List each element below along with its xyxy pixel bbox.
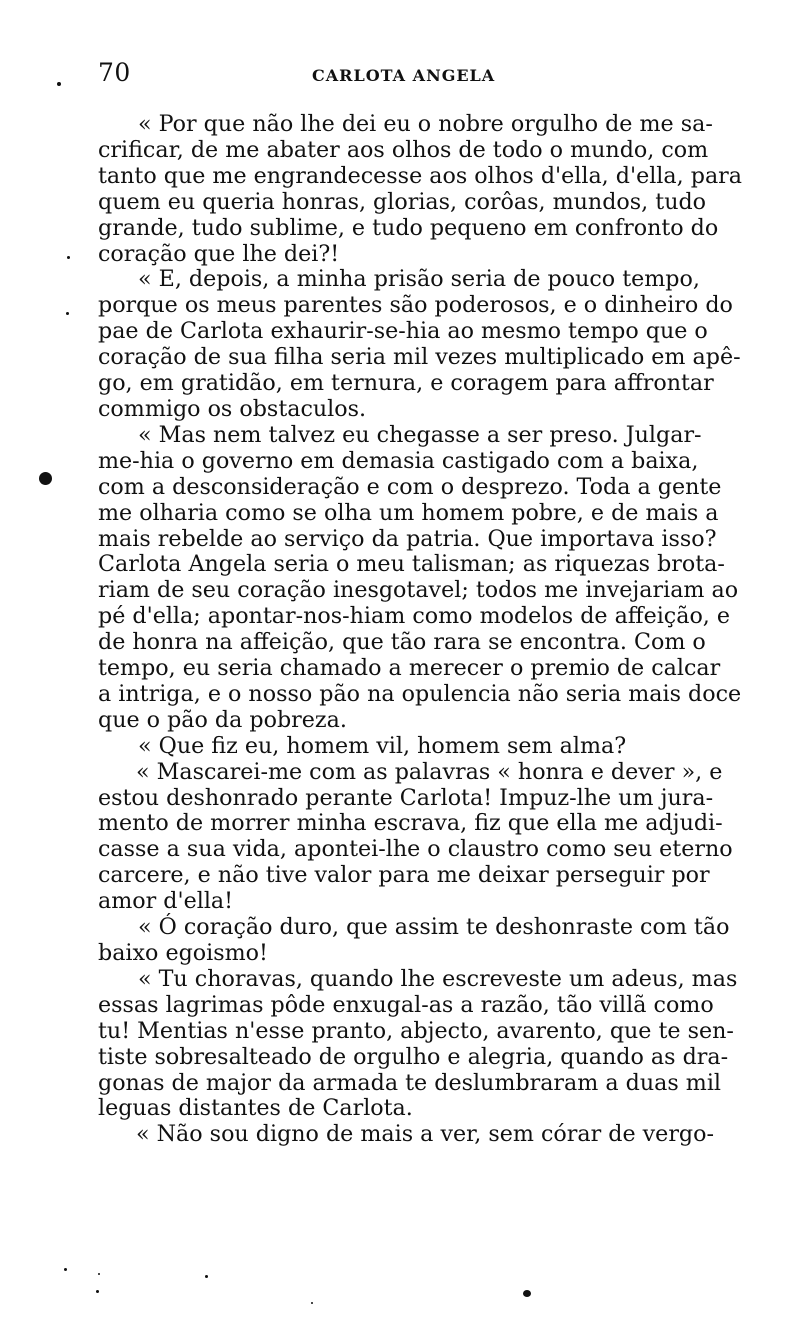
scan-speck <box>311 1302 313 1304</box>
page-number: 70 <box>98 58 131 87</box>
text-line: grande, tudo sublime, e tudo pequeno em confronto do <box>98 214 719 241</box>
text-line: coração que lhe dei?! <box>98 240 340 267</box>
scan-speck <box>64 1268 67 1271</box>
scan-speck <box>523 1290 531 1297</box>
text-line: tu! Mentias n'esse pranto, abjecto, avarento, que te sen- <box>98 1017 734 1044</box>
text-line: commigo os obstaculos. <box>98 395 367 422</box>
text-line: leguas distantes de Carlota. <box>98 1095 413 1122</box>
scan-speck <box>67 256 70 259</box>
text-line: estou deshonrado perante Carlota! Impuz-lhe um jura- <box>98 784 714 811</box>
text-line: com a desconsideração e com o desprezo. Toda a gente <box>98 473 722 500</box>
text-line: « Que fiz eu, homem vil, homem sem alma? <box>138 732 627 759</box>
text-line: casse a sua vida, apontei-lhe o claustro como seu eterno <box>98 836 733 863</box>
text-line: « Não sou digno de mais a ver, sem córar de vergo- <box>136 1121 714 1148</box>
scan-speck <box>98 1273 100 1275</box>
scan-speck <box>205 1275 208 1278</box>
text-line: tiste sobresalteado de orgulho e alegria, quando as dra- <box>98 1043 729 1070</box>
text-line: mento de morrer minha escrava, fiz que ella me adjudi- <box>98 810 723 837</box>
text-line: mais rebelde ao serviço da patria. Que importava isso? <box>98 525 717 552</box>
text-line: quem eu queria honras, glorias, corôas, mundos, tudo <box>98 188 707 215</box>
text-line: que o pão da pobreza. <box>98 706 347 733</box>
running-title: CARLOTA ANGELA <box>312 66 496 85</box>
text-line: me-hia o governo em demasia castigado com a baixa, <box>98 447 699 474</box>
text-line: tempo, eu seria chamado a merecer o premio de calcar <box>98 655 721 682</box>
text-line: riam de seu coração inesgotavel; todos me invejariam ao <box>98 577 739 604</box>
text-line: go, em gratidão, em ternura, e coragem para affrontar <box>98 370 714 397</box>
text-line: porque os meus parentes são poderosos, e o dinheiro do <box>98 292 733 319</box>
text-line: « Mas nem talvez eu chegasse a ser preso. Julgar- <box>138 421 702 448</box>
text-line: gonas de major da armada te deslumbraram a duas mil <box>98 1069 722 1096</box>
scan-speck <box>66 312 69 315</box>
text-line: pae de Carlota exhaurir-se-hia ao mesmo tempo que o <box>98 318 708 345</box>
text-line: carcere, e não tive valor para me deixar perseguir por <box>98 862 710 889</box>
text-line: baixo egoismo! <box>98 940 268 966</box>
scan-speck <box>39 472 52 485</box>
text-line: coração de sua filha seria mil vezes multiplicado em apê- <box>98 344 741 371</box>
body-text <box>98 111 743 1148</box>
text-line: Carlota Angela seria o meu talisman; as riquezas brota- <box>98 551 725 578</box>
text-line: amor d'ella! <box>98 888 234 915</box>
text-line: a intriga, e o nosso pão na opulencia não seria mais doce <box>98 680 742 707</box>
text-line: « Tu choravas, quando lhe escreveste um adeus, mas <box>138 965 738 992</box>
text-line: « Por que não lhe dei eu o nobre orgulho de me sa- <box>138 111 713 137</box>
text-line: pé d'ella; apontar-nos-hiam como modelos de affeição, e <box>98 603 731 630</box>
text-line: me olharia como se olha um homem pobre, e de mais a <box>98 499 719 526</box>
scan-speck <box>57 82 61 86</box>
text-line: « E, depois, a minha prisão seria de pouco tempo, <box>138 266 700 293</box>
text-line: essas lagrimas pôde enxugal-as a razão, tão villã como <box>98 991 714 1018</box>
text-line: de honra na affeição, que tão rara se encontra. Com o <box>98 629 706 656</box>
text-line: « Ó coração duro, que assim te deshonraste com tão <box>138 914 730 941</box>
scan-speck <box>96 1290 99 1293</box>
text-line: crificar, de me abater aos olhos de todo o mundo, com <box>98 136 709 163</box>
text-line: « Mascarei-me com as palavras « honra e dever », e <box>136 758 723 785</box>
text-line: tanto que me engrandecesse aos olhos d'ella, d'ella, para <box>98 162 743 189</box>
